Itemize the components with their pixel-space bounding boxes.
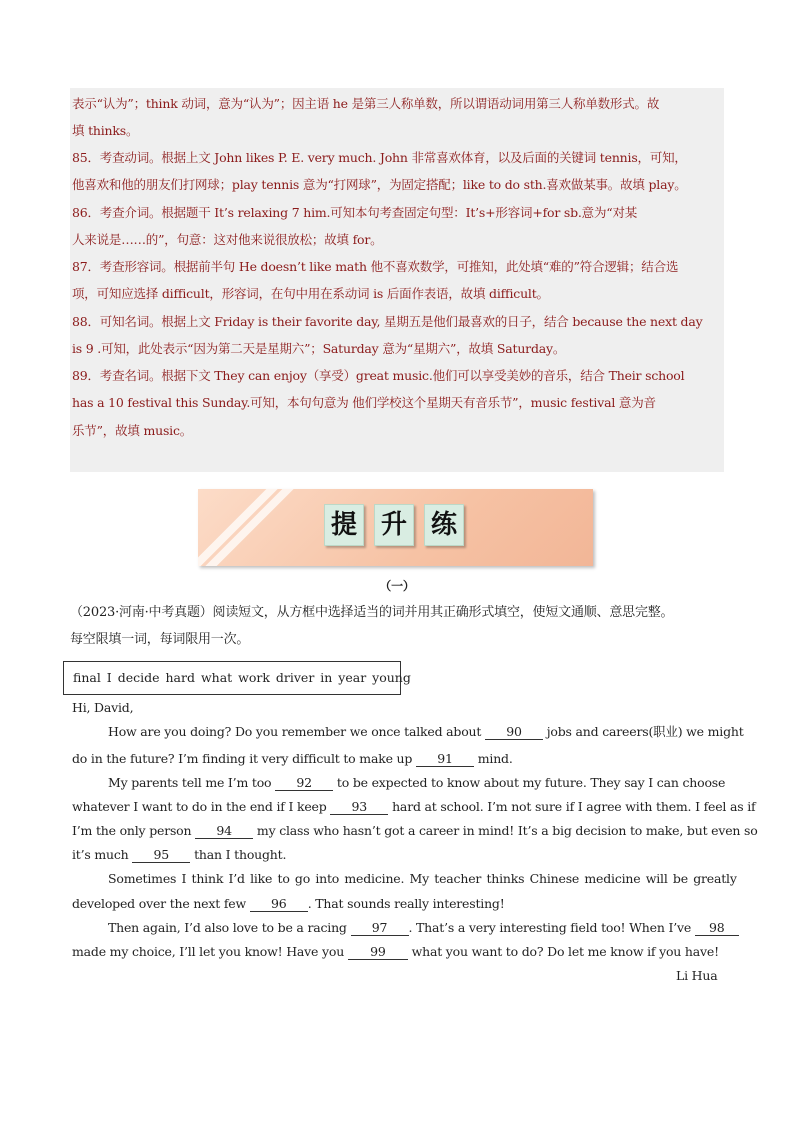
letter-line: How are you doing? Do you remember we once talked about 90 jobs and careers(职业) we might [108, 724, 744, 739]
answer-line: is 9 .可知，此处表示“因为第二天是星期六”；Saturday 意为“星期六”，故填 Saturday。 [72, 341, 566, 356]
blank-92[interactable]: 92 [275, 776, 333, 791]
letter-signature: Li Hua [676, 968, 718, 983]
blank-97[interactable]: 97 [351, 921, 409, 936]
answer-explanation-box [70, 88, 724, 472]
blank-98[interactable]: 98 [695, 921, 739, 936]
answer-line: 项，可知应选择 difficult，形容词，在句中用在系动词 is 后面作表语，故填 difficult。 [72, 286, 549, 301]
section-label: （一） [379, 579, 415, 593]
word-bank-box: final I decide hard what work driver in year young [63, 661, 401, 695]
blank-90[interactable]: 90 [485, 725, 543, 740]
answer-line: 89．考查名词。根据下文 They can enjoy（享受）great music.他们可以享受美妙的音乐，结合 Their school [72, 368, 685, 383]
instruction-line: （2023·河南·中考真题）阅读短文，从方框中选择适当的词并用其正确形式填空，使短文通顺、意思完整。 [70, 605, 674, 620]
blank-91[interactable]: 91 [416, 752, 474, 767]
blank-95[interactable]: 95 [132, 848, 190, 863]
blank-94[interactable]: 94 [195, 824, 253, 839]
letter-line: developed over the next few 96 . That sounds really interesting! [72, 896, 505, 911]
letter-line: Then again, I’d also love to be a racing 97 . That’s a very interesting field too! When I’ve 98 [108, 920, 739, 936]
letter-line: My parents tell me I’m too 92 to be expected to know about my future. They say I can choose [108, 775, 726, 790]
letter-line: it’s much 95 than I thought. [72, 847, 287, 862]
blank-99[interactable]: 99 [348, 945, 408, 960]
banner-char: 升 [374, 504, 414, 546]
answer-line: 乐节”，故填 music。 [72, 423, 193, 438]
letter-line: made my choice, I’ll let you know! Have you 99 what you want to do? Do let me know if you have! [72, 944, 719, 959]
letter-line: Sometimes I think I’d like to go into medicine. My teacher thinks Chinese medicine will be greatly [108, 871, 737, 886]
answer-line: 85．考查动词。根据上文 John likes P. E. very much. John 非常喜欢体育，以及后面的关键词 tennis，可知， [72, 150, 687, 165]
banner-char: 提 [324, 504, 364, 546]
letter-line: do in the future? I’m finding it very difficult to make up 91 mind. [72, 751, 513, 766]
answer-line: 86．考查介词。根据题干 It’s relaxing 7 him.可知本句考查固定句型：It’s+形容词+for sb.意为“对某 [72, 205, 638, 220]
answer-line: 表示“认为”；think 动词，意为“认为”；因主语 he 是第三人称单数，所以谓语动词用第三人称单数形式。故 [72, 96, 660, 111]
answer-line: 填 thinks。 [72, 123, 139, 138]
letter-line: I’m the only person 94 my class who hasn’t got a career in mind! It’s a big decision to make, but even so [72, 823, 758, 838]
banner-char: 练 [424, 504, 464, 546]
answer-line: 88．可知名词。根据上文 Friday is their favorite day, 星期五是他们最喜欢的日子，结合 because the next day [72, 314, 703, 329]
section-banner [198, 489, 593, 566]
instruction-line: 每空限填一词，每词限用一次。 [70, 632, 250, 647]
letter-greeting: Hi, David, [72, 700, 134, 715]
answer-line: has a 10 festival this Sunday.可知，本句句意为 他们学校这个星期天有音乐节”，music festival 意为音 [72, 395, 656, 410]
answer-line: 人来说是……的”，句意：这对他来说很放松；故填 for。 [72, 232, 383, 247]
answer-line: 他喜欢和他的朋友们打网球；play tennis 意为“打网球”，为固定搭配；like to do sth.喜欢做某事。故填 play。 [72, 177, 687, 192]
blank-93[interactable]: 93 [330, 800, 388, 815]
blank-96[interactable]: 96 [250, 897, 308, 912]
answer-line: 87．考查形容词。根据前半句 He doesn’t like math 他不喜欢数学，可推知，此处填“难的”符合逻辑；结合选 [72, 259, 679, 274]
letter-line: whatever I want to do in the end if I keep 93 hard at school. I’m not sure if I agree with them. I feel as if [72, 799, 756, 814]
